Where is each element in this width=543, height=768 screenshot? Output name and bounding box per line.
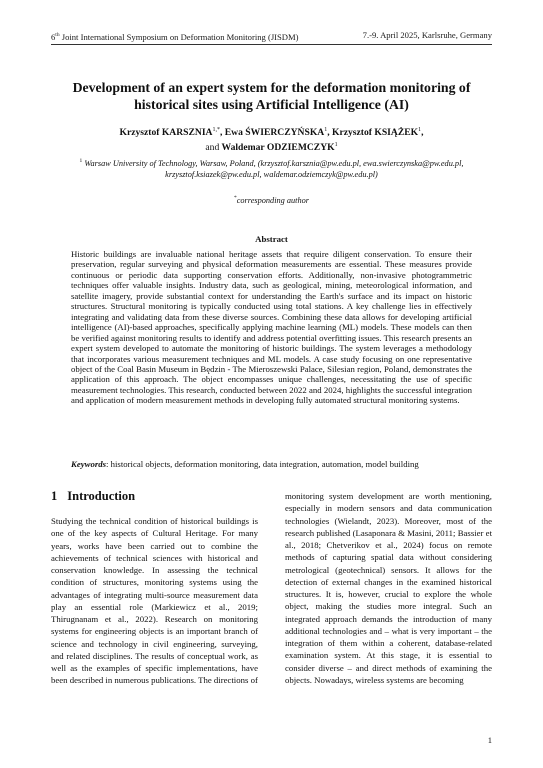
- running-header: [51, 30, 492, 43]
- section-number: 1: [51, 489, 58, 503]
- page-number: 1: [487, 735, 492, 745]
- corresponding-mark: *: [233, 195, 237, 201]
- header-divider: [51, 44, 492, 45]
- author-name: Krzysztof KSIĄŻEK: [332, 127, 419, 139]
- header-edition-suffix: th: [55, 32, 60, 38]
- corresponding-text: corresponding author: [236, 195, 310, 205]
- affiliation-text: Warsaw University of Technology, Warsaw, Poland, (krzysztof.karsznia@pw.edu.pl, ewa.swierczynska@pw.edu.pl, krzysztof.ksiazek@pw.edu.pl, waldemar.odziemczyk@pw.edu.pl): [84, 158, 464, 179]
- keywords-list: : historical objects, deformation monitoring, data integration, automation, model building: [106, 459, 419, 469]
- author-affiliation-mark: 1,*: [212, 127, 220, 133]
- author-name: Waldemar ODZIEMCZYK: [221, 142, 335, 154]
- corresponding-author-note: [51, 193, 492, 206]
- abstract-heading: Abstract: [255, 234, 288, 244]
- keywords: [71, 459, 472, 470]
- author-name: Ewa ŚWIERCZYŃSKA: [224, 127, 325, 139]
- body-column-left: Studying the technical condition of historical buildings is one of the key aspects of Cultural Heritage. For many years, works have been carried out to combine the achievements of technical sciences with historical and conservation knowledge. In assessing the technical condition of structures, monitoring systems using the advantages of integrating multi-source measurement data play an essential role (Markiewicz et al., 2019; Thirugnanam et al., 2022). Research on monitoring systems for engineering objects is an important branch of science and technology in civil engineering, surveying, and related disciplines. The results of conceptual work, as well as the examples of specific implementations, have been described in numerous publications. The directions of: [51, 516, 258, 686]
- header-conference: [51, 30, 299, 43]
- author-affiliation-mark: 1: [324, 127, 328, 133]
- keywords-label: Keywords: [71, 459, 106, 469]
- section-title: Introduction: [67, 489, 136, 503]
- author-affiliation-mark: 1: [334, 142, 338, 149]
- author-affiliation-mark: 1: [418, 127, 422, 133]
- header-date-location: 7.-9. April 2025, Karlsruhe, Germany: [362, 30, 492, 40]
- author-list: Krzysztof $KARSZNIA^{1,*}$, Ewa ŚWIERCZYŃSKA$^1$, Krzysztof KSIĄŻEK$^1$, and Waldemar ODZIEMCZYK$^1$: [119, 127, 424, 154]
- author-conjunction: and: [205, 142, 220, 154]
- section-heading: [51, 489, 135, 504]
- affiliation: [51, 156, 492, 180]
- header-edition-number: 6: [51, 31, 56, 42]
- body-column-right: monitoring system development are worth mentioning, especially in modern sensors and data communication technologies (Wielandt, 2023). Moreover, most of the research published (Lasaponara & Masini, 2011; Bassier et al., 2018; Chetverikov et al., 2024) focus on remote methods of capturing spatial data without considering metrological (geotechnical) sensors. It allows for the detection of external changes in the examined historical structures. It is, however, crucial to explore the whole object, making the studies more integral. Such an integrated approach demands the introduction of many additional technologies and – what is very important – the integration of them within a coherent, database-related examination system. At this stage, it is essential to consider diverse – and direct methods of examining the objects. Nowadays, wireless systems are becoming: [285, 491, 492, 685]
- paper-title: Development of an expert system for the deformation monitoring of historical sites using Artificial Intelligence (AI): [72, 80, 471, 112]
- affiliation-mark: 1: [79, 158, 83, 164]
- author-name: Krzysztof KARSZNIA: [119, 127, 213, 139]
- header-conference-name: Joint International Symposium on Deformation Monitoring (JISDM): [59, 31, 299, 42]
- abstract-text: Historic buildings are invaluable national heritage assets that require diligent conservation. To ensure their preservation, regular surveying and physical deformation measurements are essential. These measures provide continuous or periodic data supporting conservation efforts. Additionally, non-invasive photogrammetric techniques offer valuable insights. Industry data, such as geological, mining, meteorological information, and satellite imagery, provide substantial context for understanding the Earth's surface and its impact on historic structures. Structural monitoring is typically conducted using total stations. A key challenge lies in effectively integrating and validating data from these diverse sources. Combining these data allows for developing artificial intelligence (AI)-based approaches, specifically applying machine learning (ML) models. These models can then be verified against monitoring results to identify and address potential overfitting issues. This research presents an expert system developed to automate the monitoring of historic buildings. The system leverages a methodology that incorporates various measurement techniques and ML models. A case study focusing on one representative object of the Coal Basin Museum in Będzin - The Mieroszewski Palace, Silesian region, Poland, demonstrates the application of this approach. The object encompasses unique challenges, necessitating the use of specific measurement technologies. This research, conducted between 2022 and 2024, highlights the successful integration and application of modern measurement methods in developing fully automated structural monitoring systems.: [71, 249, 472, 406]
